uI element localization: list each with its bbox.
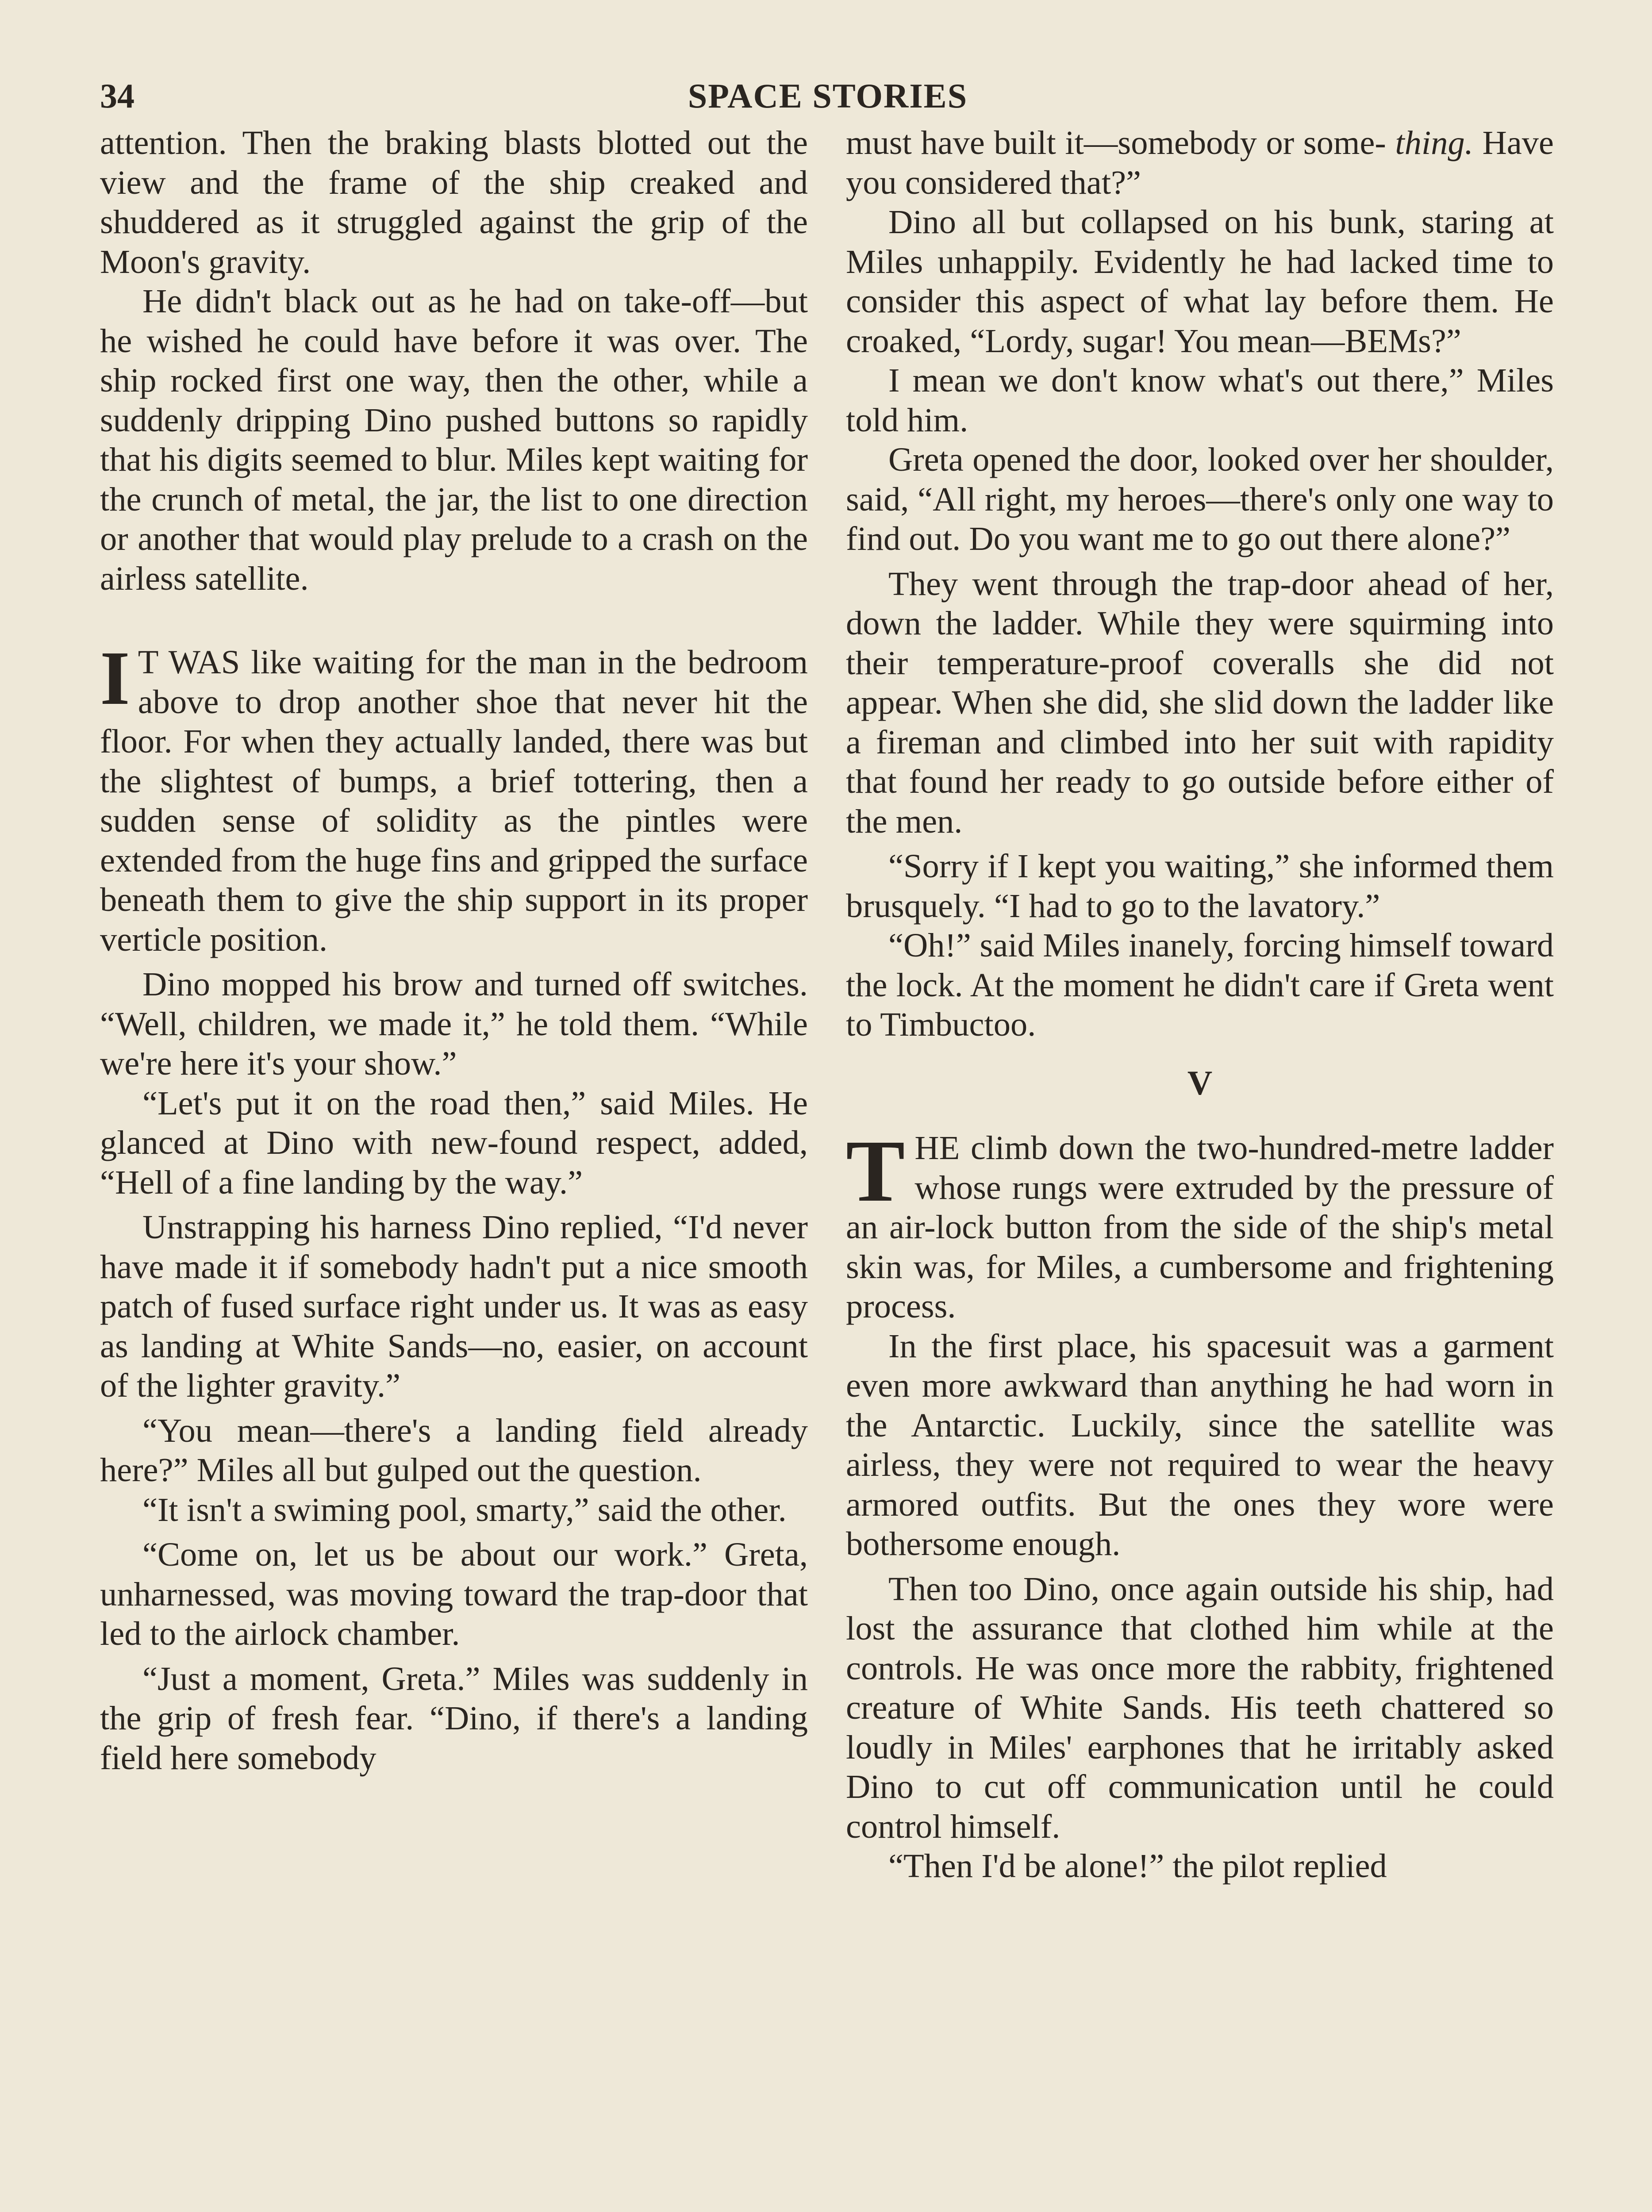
paragraph: “Come on, let us be about our work.” Greta, unharnessed, was moving toward the trap-door that led to the airlock chamber.: [100, 1536, 808, 1652]
paragraph: “It isn't a swiming pool, smarty,” said the other.: [142, 1490, 787, 1528]
paragraph: I mean we don't know what's out there,” Miles told him.: [846, 361, 1554, 439]
paragraph: “Then I'd be alone!” the pilot replied: [888, 1847, 1387, 1885]
paragraph: [846, 123, 1554, 202]
drop-cap: I: [100, 635, 130, 721]
paragraph: Then too Dino, once again outside his ship, had lost the assurance that clothed him while at the controls. He was once more the rabbity, frightened creature of White Sands. His teeth chattered so loudly in Miles' earphones that he irritably asked Dino to cut off communication until he could control himself.: [846, 1570, 1554, 1845]
section-heading: V: [1187, 1063, 1213, 1102]
paragraph-with-dropcap: [846, 1122, 1554, 1326]
paragraph: “Oh!” said Miles inanely, forcing himself toward the lock. At the moment he didn't care if Greta went to Timbuctoo.: [846, 926, 1554, 1043]
paragraph-text: must have built it—somebody or some-: [846, 124, 1386, 161]
paragraph-text: HE climb down the two-hundred-metre ladder whose rungs were extruded by the pressure of an air-lock button from the side of the ship's metal skin was, for Miles, a cumbersome and frightening process.: [846, 1129, 1554, 1325]
drop-cap: T: [846, 1122, 905, 1220]
left-column: [100, 123, 808, 1778]
paragraph-with-dropcap: [100, 635, 808, 959]
paragraph: They went through the trap-door ahead of her, down the ladder. While they were squirming into their temperature-proof coveralls she did not appear. When she did, she slid down the ladder like a fireman and climbed into her suit with rapidity that found her ready to go outside before either of the men.: [846, 565, 1554, 840]
paragraph: Dino all but collapsed on his bunk, staring at Miles unhappily. Evidently he had lacked time to consider this aspect of what lay before them. He croaked, “Lordy, sugar! You mean—BEMs?”: [846, 203, 1554, 360]
page-number: 34: [100, 77, 134, 115]
paragraph: “You mean—there's a landing field already here?” Miles all but gulped out the question.: [100, 1411, 808, 1489]
emphasis-text: thing.: [1395, 124, 1473, 161]
running-title: SPACE STORIES: [688, 77, 968, 115]
paragraph: In the first place, his spacesuit was a garment even more awkward than anything he had worn in the Antarctic. Luckily, since the satellite was airless, they were not required to wear the heavy armored outfits. But the ones they wore were bothersome enough.: [846, 1327, 1554, 1563]
paragraph: He didn't black out as he had on take-off—but he wished he could have before it was over. The ship rocked first one way, then the other, while a suddenly dripping Dino pushed buttons so rapidly that his digits seemed to blur. Miles kept waiting for the crunch of metal, the jar, the list to one direction or another that would play prelude to a crash on the airless satellite.: [100, 282, 808, 597]
right-column: [846, 123, 1554, 1886]
paragraph: “Sorry if I kept you waiting,” she informed them brusquely. “I had to go to the lavatory.”: [846, 847, 1554, 925]
paragraph: Dino mopped his brow and turned off switches. “Well, children, we made it,” he told them. “While we're here it's your show.”: [100, 965, 808, 1082]
paragraph: “Let's put it on the road then,” said Miles. He glanced at Dino with new-found respect, added, “Hell of a fine landing by the way.”: [100, 1084, 808, 1201]
paragraph: Greta opened the door, looked over her shoulder, said, “All right, my heroes—there's only one way to find out. Do you want me to go out there alone?”: [846, 441, 1554, 557]
paragraph: Unstrapping his harness Dino replied, “I'd never have made it if somebody hadn't put a nice smooth patch of fused surface right under us. It was as easy as landing at White Sands—no, easier, on account of the lighter gravity.”: [100, 1208, 808, 1404]
paragraph-text: T WAS like waiting for the man in the bedroom above to drop another shoe that never hit the floor. For when they actually landed, there was but the slightest of bumps, a brief tottering, then a sudden sense of solidity as the pintles were extended from the huge fins and gripped the surface beneath them to give the ship support in its proper verticle position.: [100, 643, 808, 958]
paragraph-text: Have you considered that?”: [846, 124, 1554, 201]
paragraph: attention. Then the braking blasts blotted out the view and the frame of the ship creaked and shuddered as it struggled against the grip of the Moon's gravity.: [100, 124, 808, 280]
section-break: [100, 598, 808, 642]
page-header: [100, 76, 1556, 125]
paragraph: “Just a moment, Greta.” Miles was suddenly in the grip of fresh fear. “Dino, if there's a landing field here somebody: [100, 1659, 808, 1777]
